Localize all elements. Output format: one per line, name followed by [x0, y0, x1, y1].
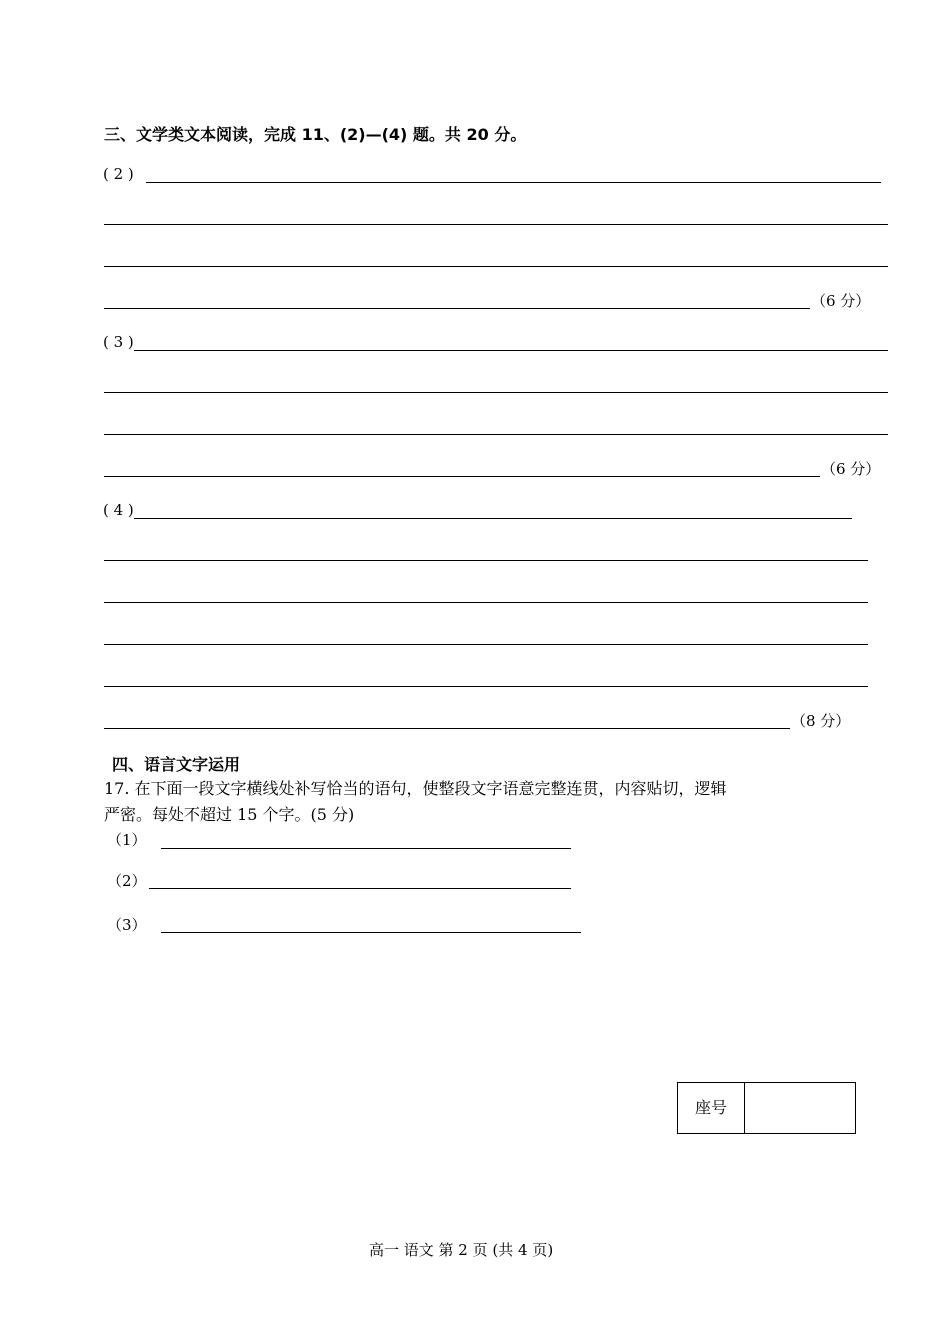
- blank-2-line[interactable]: [149, 888, 571, 889]
- answer-line-q3-3[interactable]: [104, 434, 888, 435]
- question-4-label: ( 4 ): [103, 501, 134, 519]
- answer-line-q3-4[interactable]: [104, 476, 820, 477]
- answer-line-q3-2[interactable]: [104, 392, 888, 393]
- page-footer: 高一 语文 第 2 页 (共 4 页): [369, 1241, 554, 1259]
- answer-line-q2-4[interactable]: [104, 308, 810, 309]
- question-4-score: （8 分）: [791, 712, 851, 730]
- question-2-label: ( 2 ): [103, 165, 134, 183]
- blank-1-label: （1）: [107, 831, 147, 849]
- section-3-heading: 三、文学类文本阅读，完成 11、(2)—(4) 题。共 20 分。: [104, 125, 527, 144]
- answer-line-q4-1[interactable]: [134, 518, 852, 519]
- question-3-score: （6 分）: [821, 460, 881, 478]
- answer-line-q4-5[interactable]: [104, 686, 868, 687]
- question-17-text-line1: 17. 在下面一段文字横线处补写恰当的语句，使整段文字语意完整连贯，内容贴切，逻辑: [104, 779, 727, 798]
- answer-line-q2-3[interactable]: [104, 266, 888, 267]
- seat-number-label: 座号: [678, 1083, 745, 1133]
- answer-line-q4-3[interactable]: [104, 602, 868, 603]
- answer-line-q3-1[interactable]: [134, 350, 888, 351]
- blank-3-line[interactable]: [161, 932, 581, 933]
- blank-3-label: （3）: [107, 916, 147, 934]
- seat-number-field[interactable]: [745, 1083, 855, 1133]
- answer-line-q4-4[interactable]: [104, 644, 868, 645]
- answer-line-q4-6[interactable]: [104, 728, 790, 729]
- section-4-heading: 四、语言文字运用: [112, 755, 241, 774]
- blank-1-line[interactable]: [161, 848, 571, 849]
- question-2-score: （6 分）: [811, 292, 871, 310]
- question-17-text-line2: 严密。每处不超过 15 个字。(5 分): [104, 805, 355, 824]
- answer-line-q4-2[interactable]: [104, 560, 868, 561]
- blank-2-label: （2）: [107, 872, 147, 890]
- answer-line-q2-1[interactable]: [146, 182, 881, 183]
- question-3-label: ( 3 ): [103, 333, 134, 351]
- answer-line-q2-2[interactable]: [104, 224, 888, 225]
- seat-number-box: [677, 1082, 856, 1134]
